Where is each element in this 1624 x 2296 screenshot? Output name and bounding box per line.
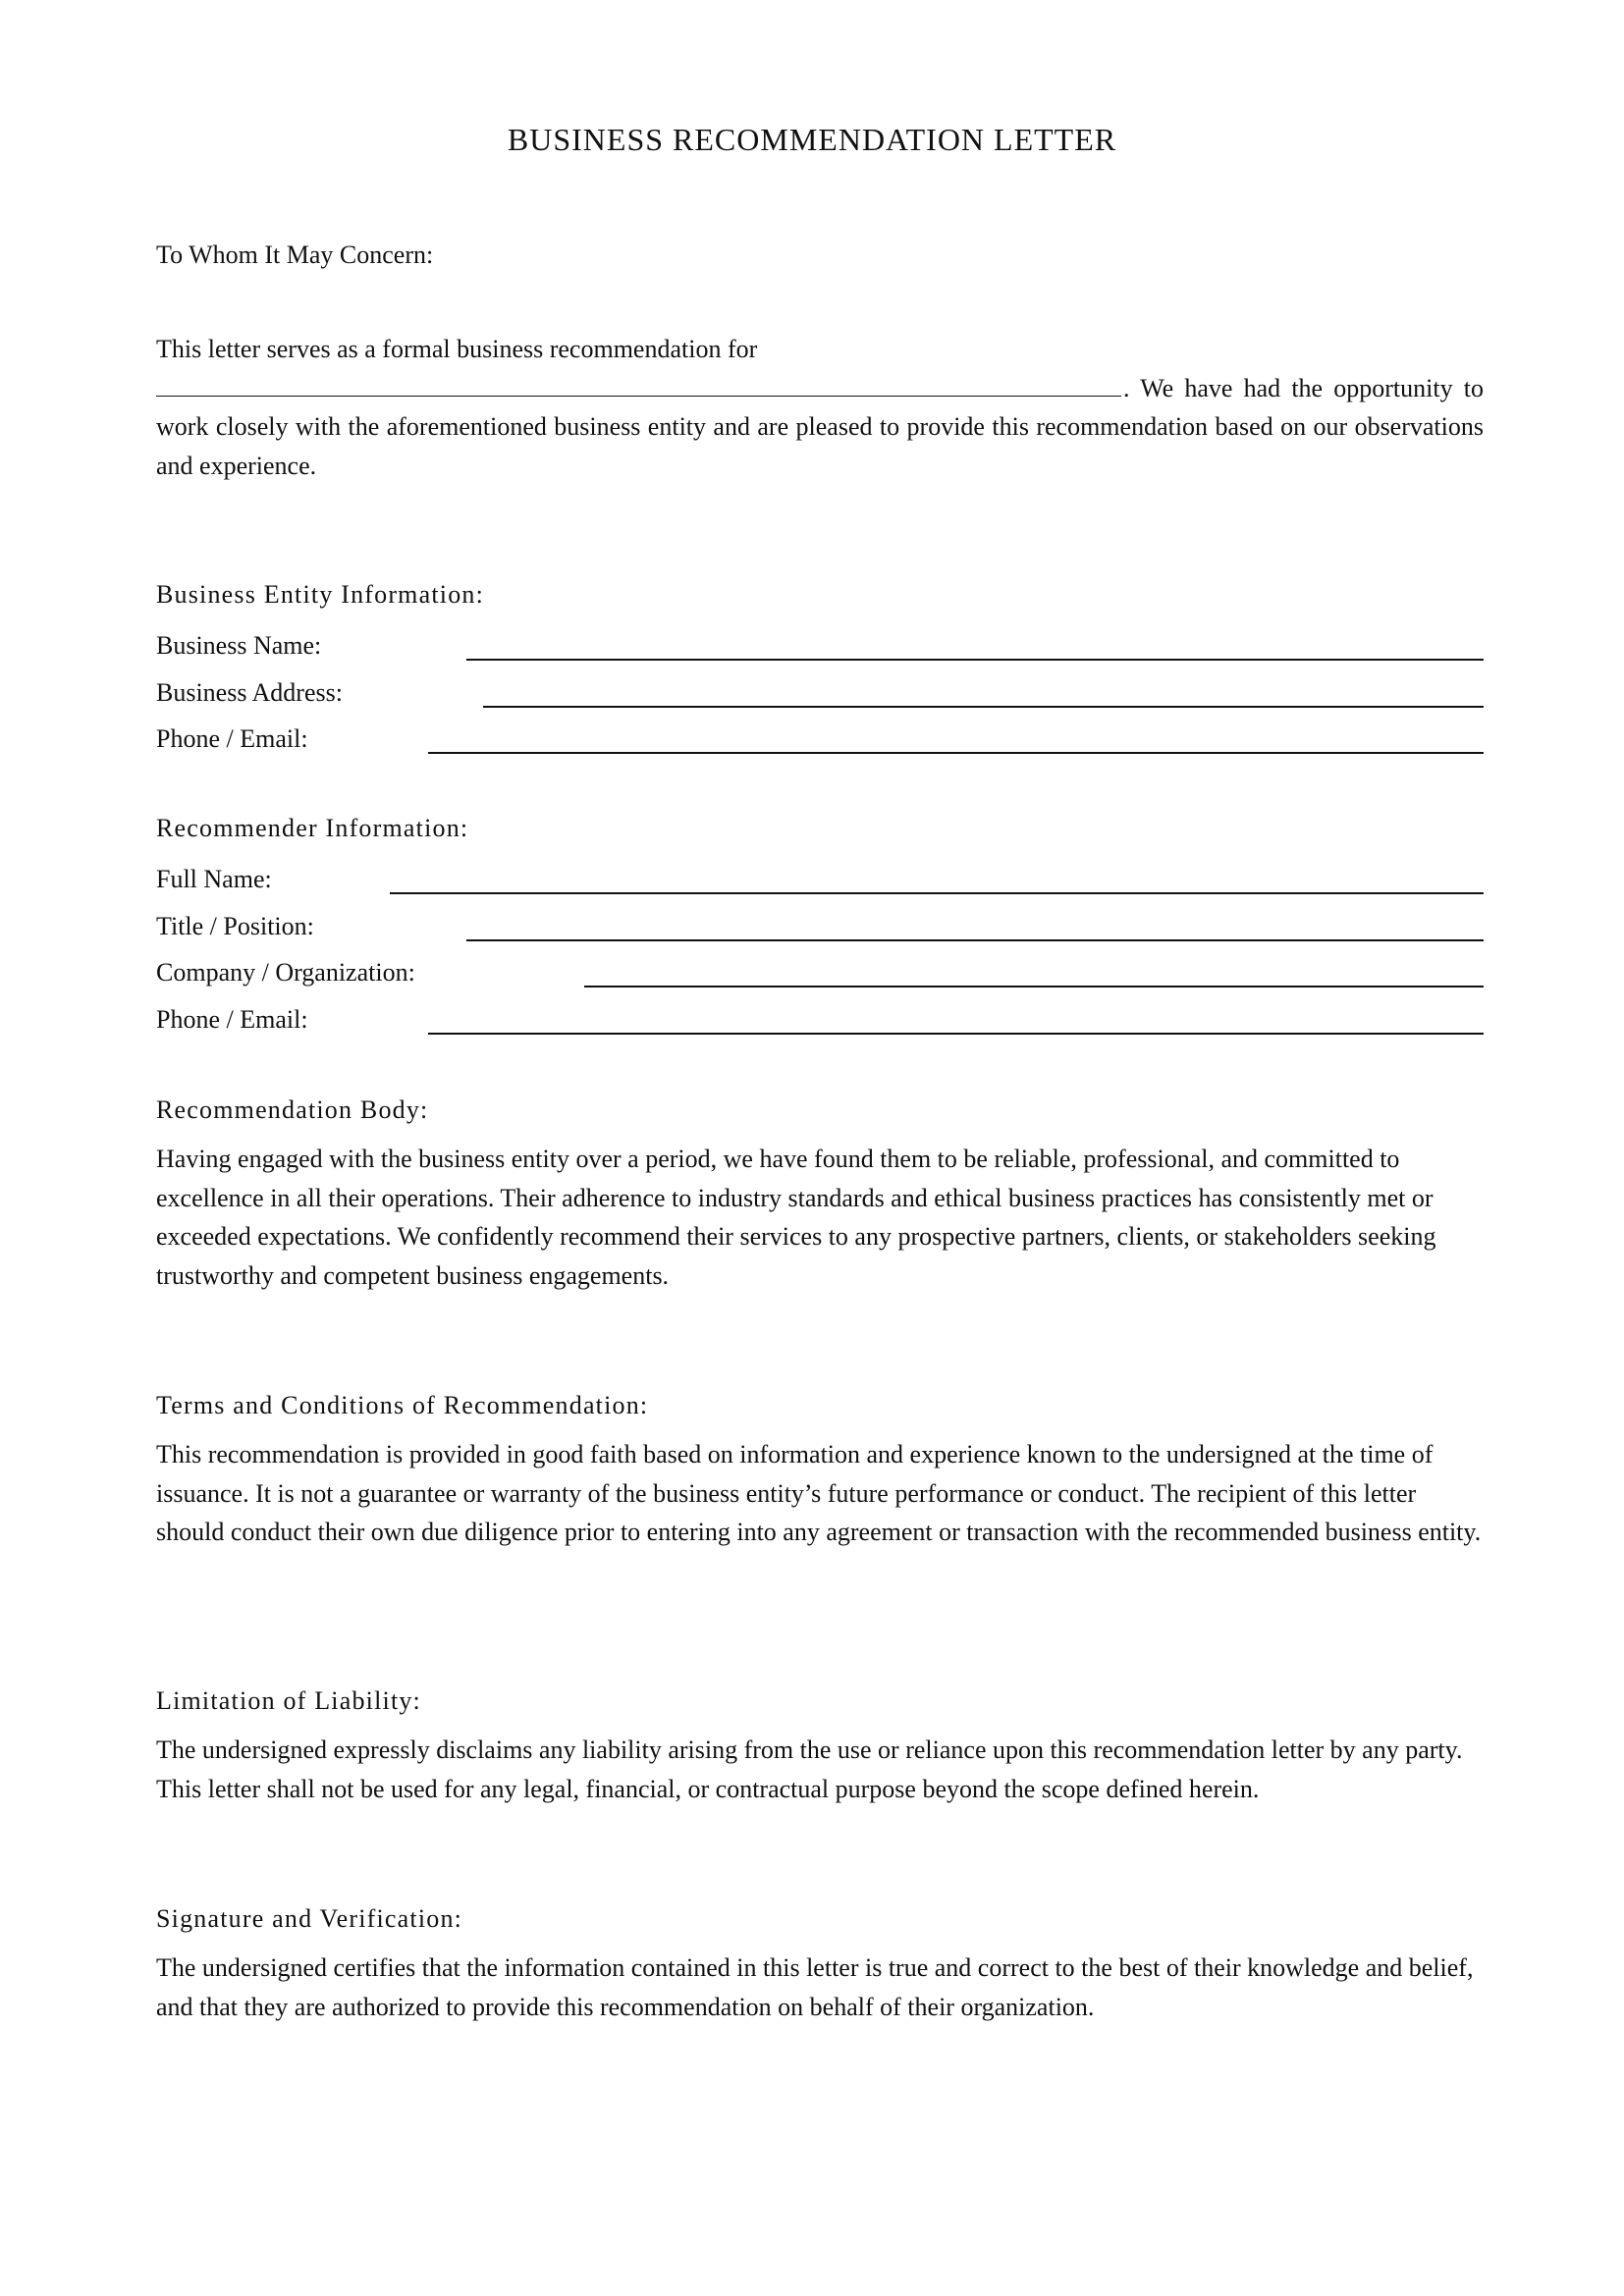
recommendation-body-text: Having engaged with the business entity over a period, we have found them to be reliable, professional, and committed to excellence in all their operations. Their adherence to industry standards and ethical business practices has consistently met or exceeded expectations. We confidently recommend their services to any prospective partners, clients, or stakeholders seeking trustworthy and competent business engagements. [156, 1145, 1436, 1290]
business-address-row [156, 673, 1484, 713]
business-address-label: Business Address: [156, 678, 343, 707]
intro-text-end: . We have had the opportunity to work closely with the aforementioned business entity and are pleased to provide this recommendation based on our observations and experience. [156, 373, 1484, 480]
recommender-company-label: Company / Organization: [156, 958, 415, 987]
recommender-contact-label: Phone / Email: [156, 1005, 308, 1034]
recommender-name-label: Full Name: [156, 865, 272, 893]
recommender-name-field[interactable] [390, 892, 1484, 894]
recommender-company-row [156, 953, 1484, 992]
recommender-contact-row [156, 1000, 1484, 1040]
liability-heading: Limitation of Liability: [156, 1686, 421, 1715]
signature-heading: Signature and Verification: [156, 1904, 463, 1933]
terms-text: This recommendation is provided in good faith based on information and experience known to the undersigned at the time of issuance. It is not a guarantee or warranty of the business entity’s future performance or conduct. The recipient of this letter should conduct their own due diligence prior to entering into any agreement or transaction with the recommended business entity. [156, 1440, 1482, 1546]
business-name-field[interactable] [466, 659, 1484, 661]
recommender-title-row [156, 907, 1484, 946]
recommender-company-field[interactable] [584, 986, 1484, 988]
business-contact-label: Phone / Email: [156, 724, 308, 753]
liability-text: The undersigned expressly disclaims any liability arising from the use or reliance upon this recommendation letter by any party. This letter shall not be used for any legal, financial, or contractual purpose beyond the scope defined herein. [156, 1735, 1463, 1803]
signature-text: The undersigned certifies that the information contained in this letter is true and correct to the best of their knowledge and belief, and that they are authorized to provide this recommendation on behalf of their organization. [156, 1953, 1474, 2021]
business-entity-heading: Business Entity Information: [156, 580, 485, 609]
business-contact-row [156, 720, 1484, 759]
terms-heading: Terms and Conditions of Recommendation: [156, 1391, 649, 1419]
business-contact-field[interactable] [428, 752, 1484, 754]
business-name-label: Business Name: [156, 631, 322, 660]
intro-paragraph [156, 330, 1484, 485]
document-title: BUSINESS RECOMMENDATION LETTER [507, 122, 1117, 157]
recommender-title-label: Title / Position: [156, 912, 314, 940]
recommender-name-row [156, 860, 1484, 899]
recommender-heading: Recommender Information: [156, 814, 469, 842]
intro-text-start: This letter serves as a formal business recommendation for [156, 335, 758, 363]
recommender-title-field[interactable] [466, 939, 1484, 941]
business-address-field[interactable] [483, 706, 1484, 708]
recommender-contact-field[interactable] [428, 1033, 1484, 1035]
recommended-entity-blank-field[interactable] [156, 370, 1121, 397]
salutation: To Whom It May Concern: [156, 240, 434, 269]
recommendation-body-heading: Recommendation Body: [156, 1095, 429, 1124]
business-name-row [156, 626, 1484, 666]
